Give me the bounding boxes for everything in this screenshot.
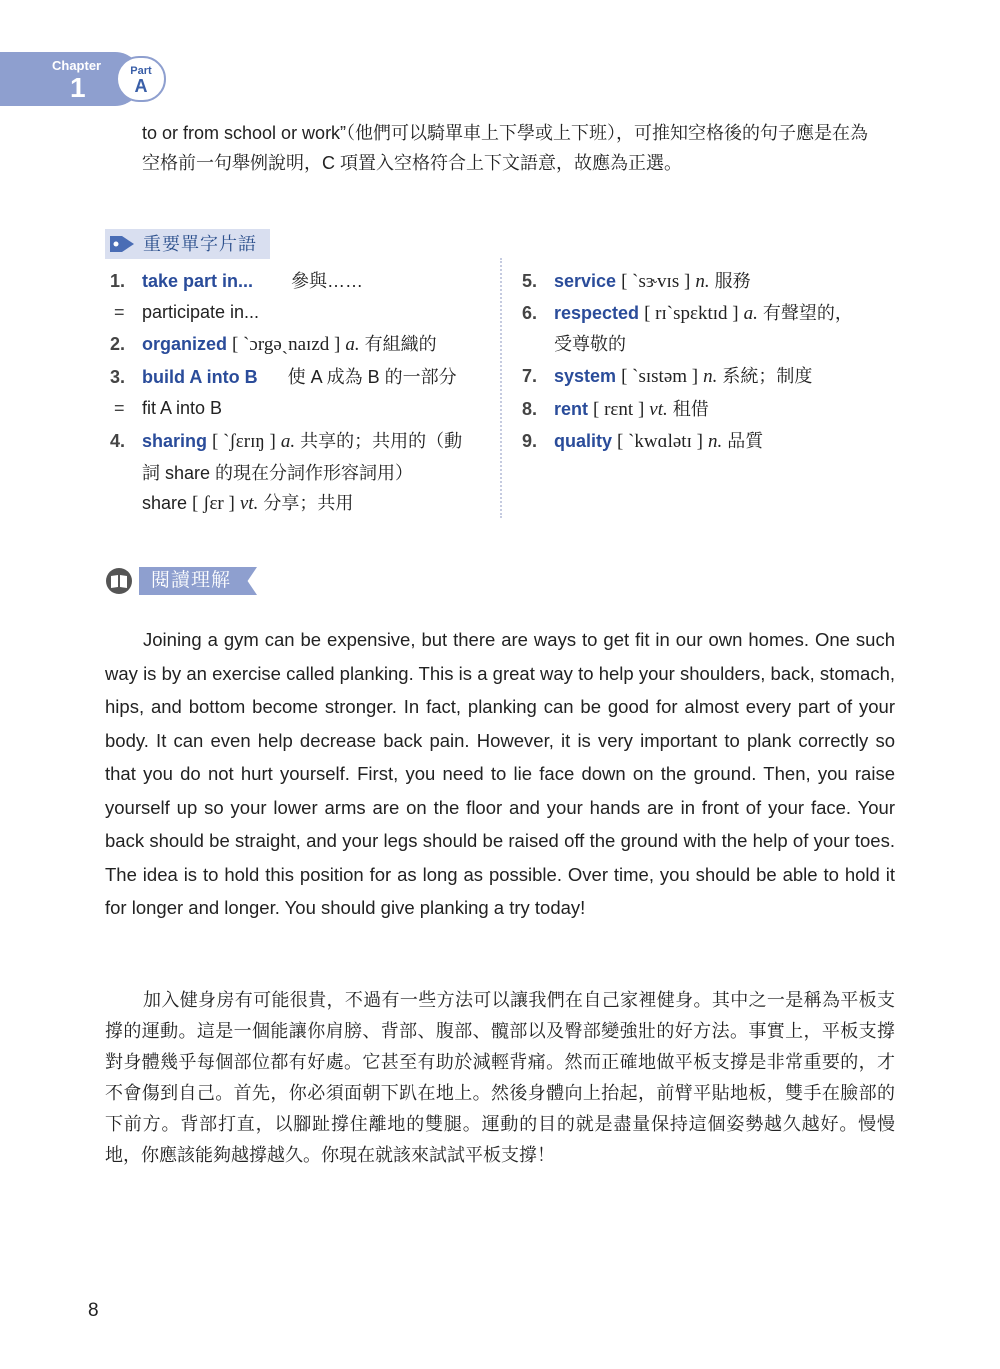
vocab-extra-word: share <box>142 493 188 513</box>
vocab-meaning: 品質 <box>727 431 764 451</box>
continuation-line: to or from school or work”（他們可以騎單車上下學或上下班），可推知空格後的句子應是在為 <box>142 123 869 143</box>
vocab-entry <box>522 425 902 457</box>
vocab-meaning: 參與…… <box>291 271 364 291</box>
vocab-entry <box>110 361 490 393</box>
vocab-entry <box>110 327 490 361</box>
vocab-entry <box>110 265 490 297</box>
vocab-term: sharing <box>142 431 208 451</box>
part-badge <box>116 56 166 102</box>
vocab-phonetic: [ rɪˋspɛktɪd ] <box>644 303 739 324</box>
reading-passage-chinese: 加入健身房有可能很貴，不過有一些方法可以讓我們在自己家裡健身。其中之一是稱為平板支撐的運動。這是一個能讓你肩膀、背部、腹部、髖部以及臀部變強壯的好方法。事實上，平板支撐對身體幾乎每個部位都有好處。它甚至有助於減輕背痛。然而正確地做平板支撐是非常重要的，才不會傷到自己。首先，你必須面朝下趴在地上。然後身體向上抬起，前臂平貼地板，雙手在臉部的下前方。背部打直，以腳趾撐住離地的雙腿。運動的目的就是盡量保持這個姿勢越久越好。慢慢地，你應該能夠越撐越久。你現在就該來試試平板支撐！ <box>105 990 895 1165</box>
vocab-extra-meaning: 分享；共用 <box>263 493 354 513</box>
vocab-entry <box>522 393 902 425</box>
part-letter: A <box>134 76 148 96</box>
part-label: Part <box>130 65 152 77</box>
entry-number: 3. <box>110 367 126 387</box>
book-icon <box>105 567 133 595</box>
vocab-alt: fit A into B <box>142 398 223 418</box>
reading-passage-english: Joining a gym can be expensive, but there are ways to get fit in our own homes. One such way is by an exercise called planking. This is a great way to help your shoulders, back, stomach, hips, and bottom become stronger. In fact, planking can be good for almost every part of your body. It can even help decrease back pain. However, it is very important to plank correctly so that you do not hurt yourself. First, you need to lie face down on the ground. Then, you raise yourself up so your lower arms are on the floor and your hands are in front of your face. Your back should be straight, and your legs should be raised off the ground with the help of your toes. The idea is to hold this position for as long as possible. Over time, you should be able to hold it for longer and longer. You should give planking a try today! <box>105 629 895 918</box>
vocab-term: organized <box>142 334 228 354</box>
vocab-entry <box>110 424 490 519</box>
vocab-phonetic: [ ˋsɪstəm ] <box>621 366 699 387</box>
vocab-column-right <box>522 265 902 457</box>
vocab-entry <box>522 359 902 393</box>
vocab-phonetic: [ ˋɔrgəˏnaɪzd ] <box>232 334 341 355</box>
chapter-number: 1 <box>70 72 86 103</box>
vocab-entry <box>522 297 902 359</box>
continuation-text <box>142 118 897 178</box>
vocab-term: system <box>554 366 617 386</box>
vocab-equivalent <box>110 393 490 424</box>
vocab-meaning: 有組織的 <box>364 334 437 354</box>
vocab-meaning: 服務 <box>714 271 751 291</box>
vocab-phonetic: [ ˋsɝvɪs ] <box>621 271 691 292</box>
vocab-pos: a. <box>743 303 758 324</box>
vocab-term: service <box>554 271 617 291</box>
vocab-term: quality <box>554 431 613 451</box>
vocab-meaning: 共享的；共用的（動 <box>300 431 463 451</box>
vocab-pos: n. <box>703 366 718 387</box>
vocab-meaning: 租借 <box>672 399 709 419</box>
chapter-label: Chapter <box>52 58 102 73</box>
entry-number: 9. <box>522 431 538 451</box>
entry-number: 8. <box>522 399 538 419</box>
equals-sign: = <box>114 398 125 418</box>
vocab-entry <box>522 265 902 297</box>
equals-sign: = <box>114 302 125 322</box>
column-divider <box>500 258 502 518</box>
vocab-alt: participate in... <box>142 302 260 322</box>
reading-section-title: 閱讀理解 <box>151 570 232 591</box>
vocab-term: build A into B <box>142 367 258 387</box>
entry-number: 1. <box>110 271 126 291</box>
tag-icon <box>108 232 136 256</box>
chapter-tab <box>0 52 170 106</box>
vocab-extra-phonetic: [ ʃɛr ] <box>192 493 235 514</box>
entry-number: 7. <box>522 366 538 386</box>
vocab-phonetic: [ ˋʃɛrɪŋ ] <box>212 431 276 452</box>
vocab-equivalent <box>110 297 490 327</box>
vocab-meaning: 有聲望的， <box>762 303 853 323</box>
vocab-term: respected <box>554 303 640 323</box>
entry-number: 4. <box>110 431 126 451</box>
vocab-section-title: 重要單字片語 <box>143 234 257 254</box>
vocab-phonetic: [ rɛnt ] <box>593 399 645 420</box>
page-number: 8 <box>88 1300 99 1321</box>
vocab-pos: n. <box>707 431 723 452</box>
vocab-meaning: 使 A 成為 B 的一部分 <box>287 367 457 387</box>
vocab-meaning-cont: 詞 share 的現在分詞作形容詞用） <box>142 463 414 483</box>
vocab-pos: vt. <box>649 399 668 420</box>
vocab-column-left <box>110 265 490 519</box>
reading-section-header <box>105 566 265 596</box>
continuation-line: 空格前一句舉例說明，C 項置入空格符合上下文語意，故應為正選。 <box>142 153 682 173</box>
vocab-phonetic: [ ˋkwɑlətɪ ] <box>617 431 703 452</box>
entry-number: 5. <box>522 271 538 291</box>
vocab-section-header <box>105 229 270 259</box>
vocab-pos: n. <box>695 271 710 292</box>
vocab-pos: a. <box>280 431 296 452</box>
vocab-pos: a. <box>345 334 360 355</box>
vocab-meaning: 系統；制度 <box>722 366 813 386</box>
vocab-meaning-cont: 受尊敬的 <box>554 334 626 354</box>
vocab-term: take part in... <box>142 271 254 291</box>
entry-number: 2. <box>110 334 126 354</box>
vocab-term: rent <box>554 399 589 419</box>
vocab-extra-pos: vt. <box>239 493 259 514</box>
entry-number: 6. <box>522 303 538 323</box>
